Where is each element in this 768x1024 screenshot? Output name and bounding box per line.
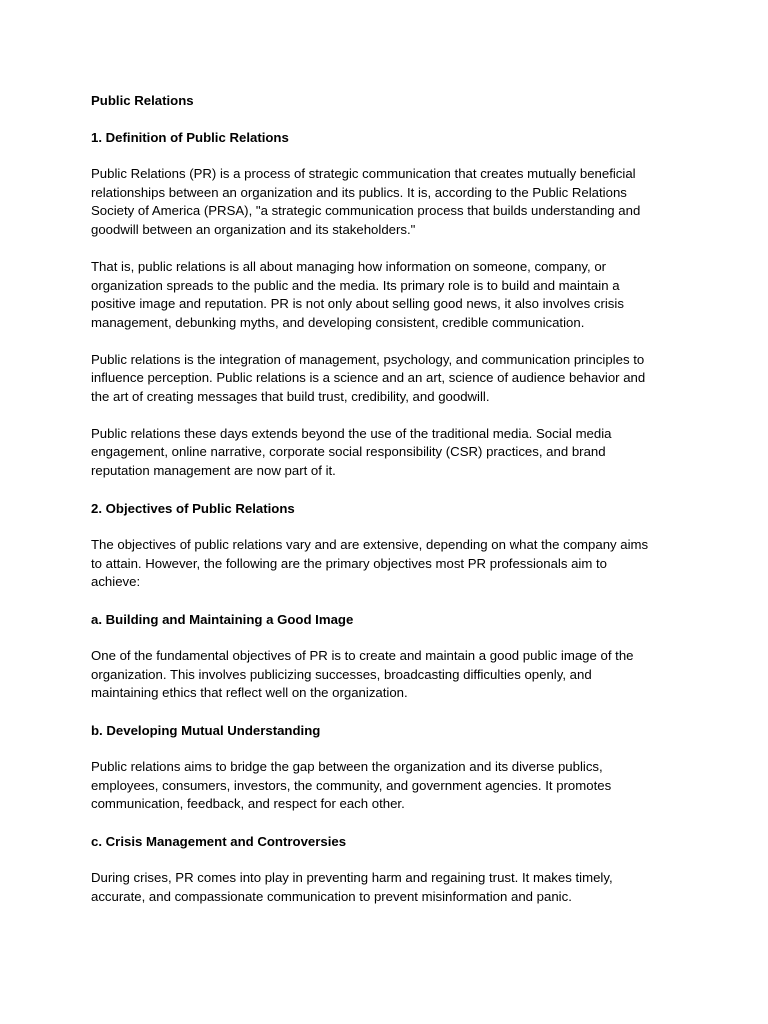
text-line: During crises, PR comes into play in preventing harm and regaining trust. It makes timely, bbox=[91, 870, 613, 886]
text-line: engagement, online narrative, corporate social responsibility (CSR) practices, and brand bbox=[91, 444, 606, 460]
text-line: organization. This involves publicizing successes, broadcasting difficulties openly, and bbox=[91, 666, 592, 682]
paragraph-definition-3 bbox=[91, 351, 691, 407]
text-line: Public relations these days extends beyond the use of the traditional media. Social media bbox=[91, 425, 612, 441]
paragraph-mutual-understanding bbox=[91, 758, 691, 814]
section-heading-objectives: 2. Objectives of Public Relations bbox=[91, 500, 295, 516]
paragraph-crisis-management bbox=[91, 869, 691, 906]
text-line: positive image and reputation. PR is not only about selling good news, it also involves crisis bbox=[91, 296, 624, 312]
document-title: Public Relations bbox=[91, 93, 194, 108]
text-line: Public relations aims to bridge the gap between the organization and its diverse publics, bbox=[91, 759, 603, 775]
text-line: Public relations is the integration of management, psychology, and communication principles to bbox=[91, 351, 645, 367]
text-line: maintaining ethics that reflect well on the organization. bbox=[91, 685, 408, 701]
text-line: The objectives of public relations vary and are extensive, depending on what the company aims bbox=[91, 536, 649, 552]
text-line: reputation management are now part of it. bbox=[91, 463, 336, 479]
paragraph-good-image bbox=[91, 647, 691, 703]
text-line: That is, public relations is all about managing how information on someone, company, or bbox=[91, 258, 607, 274]
text-line: accurate, and compassionate communication to prevent misinformation and panic. bbox=[91, 888, 572, 904]
text-line: Public Relations (PR) is a process of strategic communication that creates mutually beneficial bbox=[91, 166, 636, 181]
section-heading-definition: 1. Definition of Public Relations bbox=[91, 130, 289, 145]
paragraph-definition-2 bbox=[91, 258, 691, 333]
text-line: management, debunking myths, and developing consistent, credible communication. bbox=[91, 314, 585, 330]
text-line: influence perception. Public relations is a science and an art, science of audience behavior and bbox=[91, 370, 646, 386]
subsection-heading-crisis-management: c. Crisis Management and Controversies bbox=[91, 834, 347, 850]
text-line: the art of creating messages that build trust, credibility, and goodwill. bbox=[91, 389, 490, 405]
text-line: to attain. However, the following are the primary objectives most PR professionals aim to bbox=[91, 555, 608, 571]
text-line: relationships between an organization and its publics. It is, according to the Public Relations bbox=[91, 184, 627, 200]
paragraph-objectives-intro bbox=[91, 536, 691, 592]
text-line: communication, feedback, and respect for each other. bbox=[91, 796, 405, 812]
subsection-heading-good-image: a. Building and Maintaining a Good Image bbox=[91, 611, 354, 627]
text-line: One of the fundamental objectives of PR is to create and maintain a good public image of the bbox=[91, 647, 634, 663]
paragraph-definition-1 bbox=[91, 165, 691, 240]
subsection-heading-mutual-understanding: b. Developing Mutual Understanding bbox=[91, 723, 321, 739]
paragraph-definition-4 bbox=[91, 425, 691, 481]
text-line: employees, consumers, investors, the community, and government agencies. It promotes bbox=[91, 777, 612, 793]
text-line: Society of America (PRSA), "a strategic communication process that builds understanding and bbox=[91, 203, 641, 219]
text-line: achieve: bbox=[91, 574, 141, 590]
text-line: organization spreads to the public and the media. Its primary role is to build and maintain a bbox=[91, 277, 620, 293]
text-line: goodwill between an organization and its stakeholders." bbox=[91, 222, 416, 238]
document-page bbox=[91, 91, 691, 925]
